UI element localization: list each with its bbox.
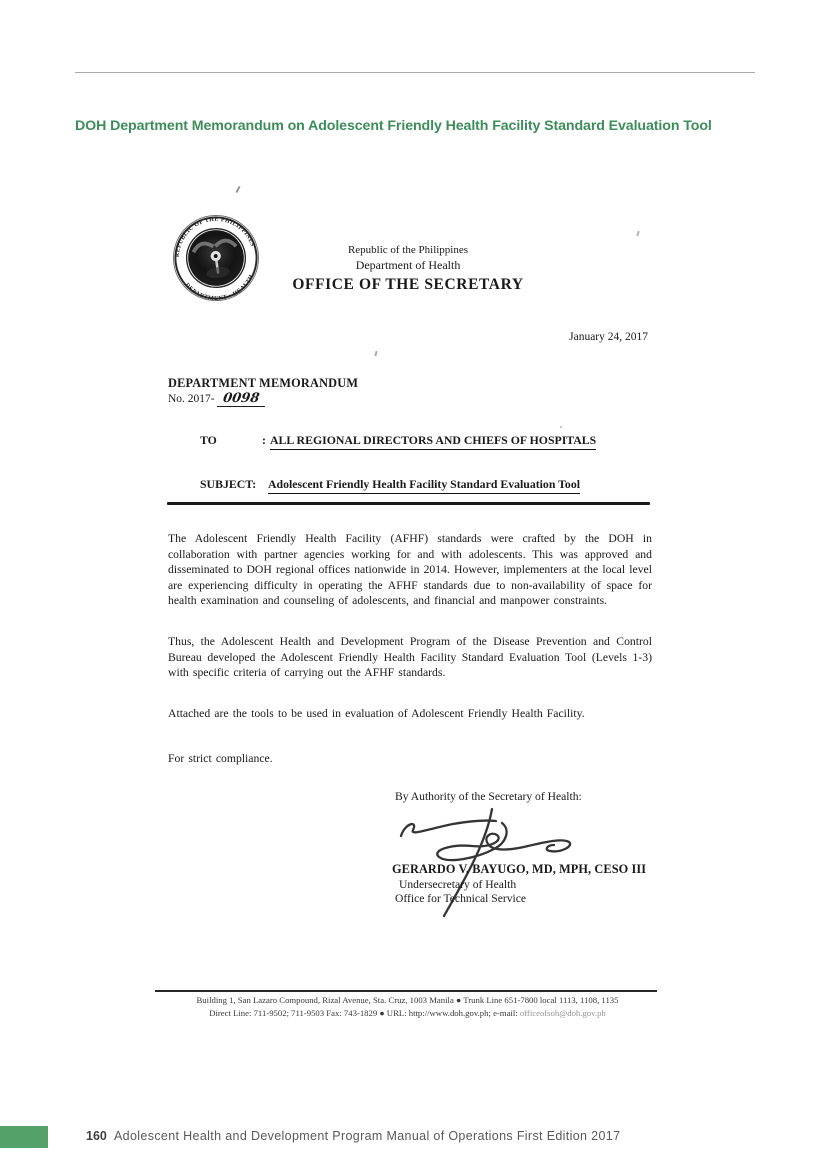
to-label: TO <box>200 433 217 447</box>
signatory-title-2: Office for Technical Service <box>395 892 527 905</box>
body-paragraph-2: Thus, the Adolescent Health and Development Program of the Disease Prevention and Control Bureau developed the Adolescent Friendly Health Facility Standard Evaluation Tool (Levels 1-3) with specific criteria of carrying out the AFHF standards. <box>168 635 652 679</box>
memo-contact-block <box>160 994 655 1019</box>
seal-bottom-text: DEPARTMENT • HEALTH <box>183 273 256 303</box>
seal-top-text: REPUBLIC OF THE PHILIPPINES <box>174 216 256 258</box>
subject-label: SUBJECT: <box>200 477 257 491</box>
body-paragraph-1: The Adolescent Friendly Health Facility (AFHF) standards were crafted by the DOH in collaboration with partner agencies working for and with adolescents. This was approved and disseminated to DOH regional offices nationwide in 2014. However, implementers at the local level are experiencing difficulty in operating the AFHF standards due to non-availability of space for health examination and counseling of adolescents, and financial and manpower constraints. <box>168 532 652 607</box>
to-value: ALL REGIONAL DIRECTORS AND CHIEFS OF HOSPITALS <box>270 433 596 450</box>
scan-speck <box>235 186 240 193</box>
scan-speck <box>374 351 377 356</box>
footer-accent-square <box>0 1126 48 1148</box>
authority-line: By Authority of the Secretary of Health: <box>395 790 582 803</box>
to-colon: : <box>262 433 266 447</box>
memo-number-prefix: No. 2017- <box>168 393 215 405</box>
header-rule <box>75 72 755 73</box>
subject-divider-rule <box>167 502 650 505</box>
letterhead-department: Department of Health <box>355 257 461 272</box>
letterhead-republic: Republic of the Philippines <box>347 244 469 256</box>
footer-page-number: 160 <box>86 1129 107 1143</box>
doh-seal-logo <box>166 206 266 309</box>
letterhead-office: OFFICE OF THE SECRETARY <box>292 275 524 293</box>
memo-date: January 24, 2017 <box>569 331 648 343</box>
memo-number-line <box>168 391 266 407</box>
memo-number-handwritten: 0098 <box>217 391 267 407</box>
body-paragraph-4: For strict compliance. <box>168 752 273 765</box>
body-paragraph-3: Attached are the tools to be used in evaluation of Adolescent Friendly Health Facility. <box>168 707 585 720</box>
contact-email: officeofsoh@doh.gov.ph <box>519 1007 606 1018</box>
scanned-memo <box>148 190 688 1050</box>
contact-line-2 <box>160 1007 655 1020</box>
contact-line-2-text: Direct Line: 711-9502; 711-9503 Fax: 743-1829 ● URL: http://www.doh.gov.ph; e-mail: <box>209 1007 520 1018</box>
memo-type-title: DEPARTMENT MEMORANDUM <box>168 376 359 390</box>
subject-value: Adolescent Friendly Health Facility Standard Evaluation Tool <box>268 477 580 494</box>
page-title: DOH Department Memorandum on Adolescent Friendly Health Facility Standard Evaluation Tool <box>75 118 712 134</box>
footer-manual-title: Adolescent Health and Development Program Manual of Operations First Edition 2017 <box>114 1129 621 1143</box>
scan-speck <box>636 231 640 236</box>
contact-divider-rule <box>155 990 657 992</box>
scan-speck <box>560 426 562 428</box>
contact-line-1: Building 1, San Lazaro Compound, Rizal Avenue, Sta. Cruz, 1003 Manila ● Trunk Line 651-7800 local 1113, 1108, 1135 <box>196 995 619 1005</box>
letterhead <box>258 244 558 294</box>
signatory-name: GERARDO V. BAYUGO, MD, MPH, CESO III <box>392 862 647 876</box>
doh-seal-graphic <box>166 206 266 309</box>
signatory-title-1: Undersecretary of Health <box>399 878 517 891</box>
